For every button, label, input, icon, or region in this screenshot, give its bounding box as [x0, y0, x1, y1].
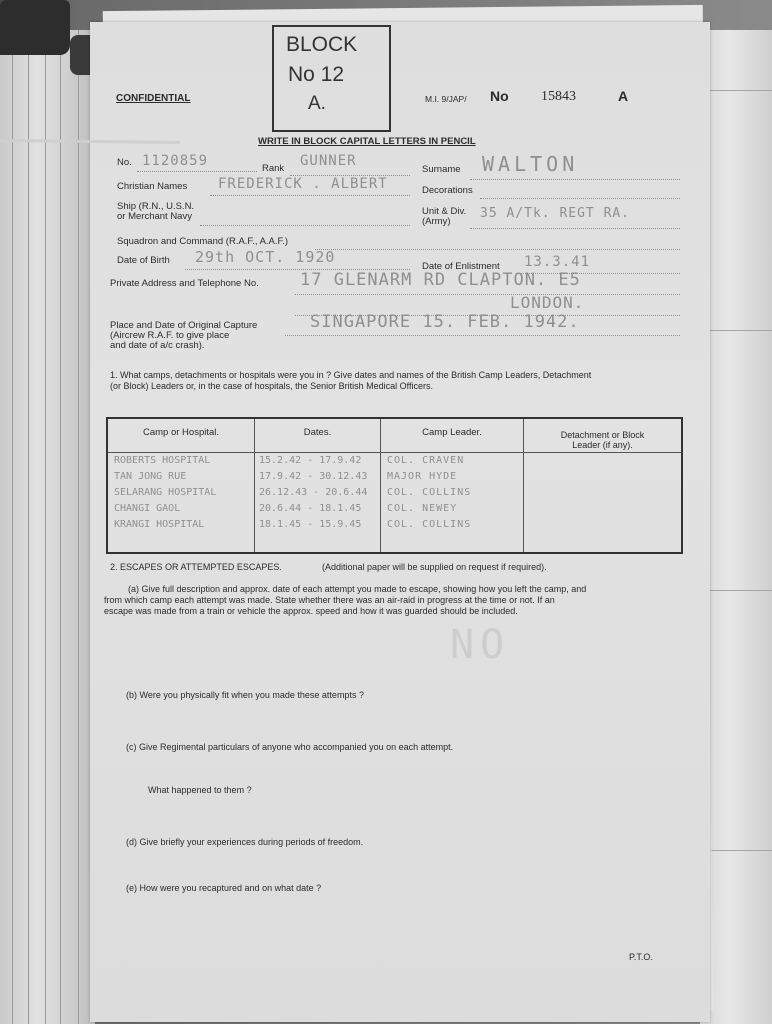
leader-cell: MAJOR HYDE [387, 470, 458, 482]
unit-value: 35 A/Tk. REGT RA. [480, 206, 631, 221]
leader-cell: COL. NEWEY [387, 502, 458, 514]
ship-label: Ship (R.N., U.S.N. [117, 201, 195, 212]
question-2a-text-3: escape was made from a train or vehicle the approx. speed and how it was guarded should be included. [104, 606, 518, 616]
camp-cell: TAN JONG RUE [114, 470, 187, 482]
detachment-header-line-2: Leader (if any). [572, 440, 633, 450]
detachment-header-line-1: Detachment or Block [560, 430, 645, 440]
stamp-line-1: BLOCK [286, 33, 358, 56]
capture-label: Place and Date of Original Capture [110, 320, 258, 331]
question-2c-text: (c) Give Regimental particulars of anyone who accompanied you on each attempt. [126, 742, 454, 752]
question-2a-text-2: from which camp each attempt was made. State whether there was an air-raid in progress at the time or not. If an [104, 595, 555, 605]
question-2e-text: (e) How were you recaptured and on what date ? [126, 883, 322, 893]
instruction-heading: WRITE IN BLOCK CAPITAL LETTERS IN PENCIL [258, 136, 476, 147]
capture-label-2: (Aircrew R.A.F. to give place [110, 330, 230, 341]
detachment-column [524, 452, 683, 553]
confidential-label: CONFIDENTIAL [116, 93, 191, 104]
christian-names-label: Christian Names [117, 181, 188, 192]
dates-column [255, 452, 381, 553]
stamp-line-2: No 12 [288, 63, 345, 86]
dotted-line [285, 334, 680, 336]
surname-label: Surname [422, 164, 461, 175]
rank-value: GUNNER [300, 153, 357, 169]
capture-label-3: and date of a/c crash). [110, 340, 205, 351]
camp-table [106, 417, 683, 554]
leader-cell: COL. COLLINS [387, 486, 472, 498]
ship-label-2: or Merchant Navy [117, 211, 192, 222]
dotted-line [200, 224, 410, 226]
escape-answer: NO [450, 622, 511, 668]
camp-column [107, 452, 255, 553]
detachment-header [524, 418, 683, 452]
dotted-line [470, 227, 680, 229]
question-2a-text: (a) Give full description and approx. date of each attempt you made to escape, showing how you left the camp, and [128, 584, 587, 594]
enlistment-label: Date of Enlistment [422, 261, 500, 272]
camp-cell: SELARANG HOSPITAL [114, 486, 217, 498]
dates-cell: 26.12.43 - 20.6.44 [259, 486, 368, 498]
service-number-value: 1120859 [142, 153, 209, 169]
camp-cell: CHANGI GAOL [114, 502, 181, 514]
christian-names-value: FREDERICK . ALBERT [218, 176, 388, 192]
form-suffix: A [618, 88, 629, 104]
question-1-text: 1. What camps, detachments or hospitals were you in ? Give dates and names of the British Camp Leaders, Detachment [110, 370, 592, 380]
capture-value: SINGAPORE 15. FEB. 1942. [310, 312, 580, 332]
form-page [90, 22, 710, 1022]
question-1-text-2: (or Block) Leaders or, in the case of hospitals, the Senior British Medical Officers. [110, 381, 433, 391]
address-value: 17 GLENARM RD CLAPTON. E5 [300, 270, 581, 290]
camp-cell: ROBERTS HOSPITAL [114, 454, 211, 466]
camp-cell: KRANGI HOSPITAL [114, 518, 205, 530]
question-2b-text: (b) Were you physically fit when you made these attempts ? [126, 690, 364, 700]
binder-clip [0, 0, 70, 55]
leader-header: Camp Leader. [381, 418, 524, 452]
dotted-line [210, 194, 410, 196]
service-number-label: No. [117, 157, 132, 168]
surname-value: WALTON [482, 152, 579, 176]
leader-column [381, 452, 524, 553]
unit-label: Unit & Div. [422, 206, 467, 217]
form-reference: M.I. 9/JAP/ [425, 94, 467, 104]
decorations-label: Decorations [422, 185, 473, 196]
dates-header: Dates. [255, 418, 381, 452]
dotted-line [480, 197, 680, 199]
dates-cell: 17.9.42 - 30.12.43 [259, 470, 368, 482]
dob-value: 29th OCT. 1920 [195, 248, 336, 266]
address-label: Private Address and Telephone No. [110, 278, 259, 289]
stamp-line-3: A. [308, 93, 326, 114]
camp-header: Camp or Hospital. [107, 418, 255, 452]
enlistment-value: 13.3.41 [524, 254, 591, 270]
dob-label: Date of Birth [117, 255, 170, 266]
dates-cell: 18.1.45 - 15.9.45 [259, 518, 362, 530]
left-paper-stack [0, 30, 95, 1024]
form-number: 15843 [541, 89, 576, 104]
question-2-note: (Additional paper will be supplied on request if required). [322, 562, 547, 572]
leader-cell: COL. CRAVEN [387, 454, 465, 466]
question-2c-followup: What happened to them ? [148, 785, 252, 795]
pto-label: P.T.O. [629, 952, 653, 962]
question-2-title: 2. ESCAPES OR ATTEMPTED ESCAPES. [110, 562, 282, 572]
unit-label-2: (Army) [422, 216, 451, 227]
squadron-label: Squadron and Command (R.A.F., A.A.F.) [117, 236, 289, 247]
rank-label: Rank [262, 163, 285, 174]
dates-cell: 15.2.42 - 17.9.42 [259, 454, 362, 466]
address-value-2: LONDON. [510, 293, 585, 312]
dotted-line [137, 170, 257, 172]
dotted-line [295, 293, 680, 295]
leader-cell: COL. COLLINS [387, 518, 472, 530]
dates-cell: 20.6.44 - 18.1.45 [259, 502, 362, 514]
number-label: No [490, 88, 509, 104]
block-stamp [272, 25, 391, 132]
question-2d-text: (d) Give briefly your experiences during periods of freedom. [126, 837, 364, 847]
dotted-line [315, 248, 680, 250]
dotted-line [470, 178, 680, 180]
